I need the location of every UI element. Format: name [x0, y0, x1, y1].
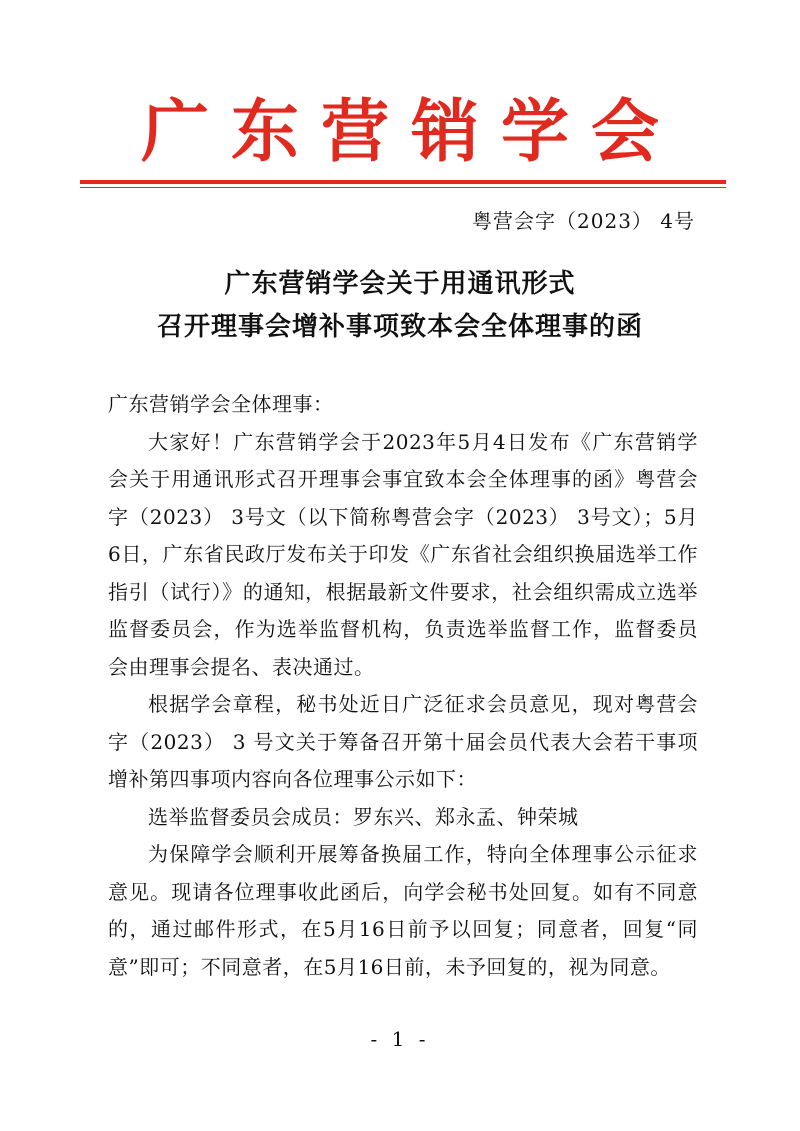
- document-number: 粤营会字（2023） 4号: [472, 209, 695, 233]
- document-title-line-1: 广东营销学会关于用通讯形式: [224, 269, 576, 299]
- salutation: 广东营销学会全体理事：: [108, 392, 334, 416]
- page-number: - 1 -: [370, 1027, 430, 1051]
- body-paragraph-4: 为保障学会顺利开展筹备换届工作，特向全体理事公示征求意见。现请各位理事收此函后，向学会秘书处回复。如有不同意的，通过邮件形式，在5月16日前予以回复；同意者，回复“同意”即可；不同意者，在5月16日前，未予回复的，视为同意。: [108, 842, 698, 979]
- body-paragraph-2: 根据学会章程，秘书处近日广泛征求会员意见，现对粤营会字（2023） 3 号文关于筹备召开第十届会员代表大会若干事项增补第四事项内容向各位理事公示如下：: [108, 692, 698, 791]
- body-paragraph-3: 选举监督委员会成员：罗东兴、郑永孟、钟荣城: [148, 804, 579, 829]
- body-paragraph-1: 大家好！广东营销学会于2023年5月4日发布《广东营销学会关于用通讯形式召开理事会事宜致本会全体理事的函》粤营会字（2023） 3号文（以下简称粤营会字（2023） 3号文）；5月6日，广东省民政厅发布关于印发《广东省社会组织换届选举工作指引（试行）》的通知，根据最新文件要求，社会组织需成立选举监督委员会，作为选举监督机构，负责选举监督工作，监督委员会由理事会提名、表决通过。: [108, 429, 698, 679]
- letterhead-rule-thin: [80, 187, 726, 188]
- document-title-line-2: 召开理事会增补事项致本会全体理事的函: [156, 312, 643, 342]
- letterhead-rule-thick: [80, 180, 726, 184]
- letter-body: [108, 386, 698, 986]
- letterhead-org-name: 广东营销学会: [140, 92, 681, 172]
